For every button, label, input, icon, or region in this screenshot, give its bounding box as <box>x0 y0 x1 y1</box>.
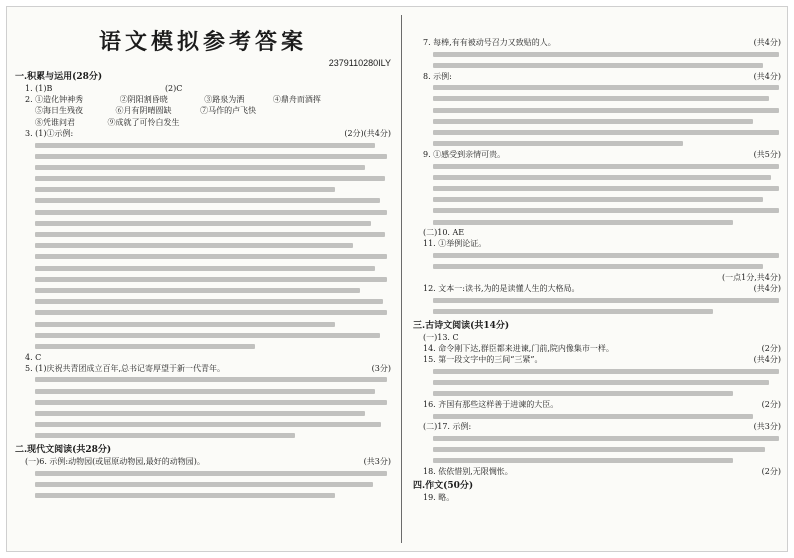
q2-item: ⑨成就了可怜白发生 <box>107 117 180 127</box>
points: (共5分) <box>753 149 781 159</box>
q2-item: ④鼎舟而酒挥 <box>272 95 321 105</box>
points: (2分) <box>761 399 781 409</box>
q2-item: ③路泉为洒 <box>204 95 245 105</box>
placeholder-text <box>15 217 391 228</box>
placeholder-text <box>15 419 391 430</box>
q2-item: ⑧凭谁问君 <box>35 117 75 127</box>
placeholder-text <box>413 171 781 182</box>
q16-answer: 16. 齐国有那些这样善于进谏的大臣。 (2分) <box>423 399 781 409</box>
right-column <box>405 7 789 551</box>
placeholder-text <box>413 306 781 317</box>
placeholder-text <box>15 296 391 307</box>
q6-answer: (一)6. 示例:动物园(或屈原动物园,最好的动物园)。 (共3分) <box>25 457 391 467</box>
q19-answer: 19. 略。 <box>423 493 455 503</box>
placeholder-text <box>413 261 781 272</box>
q4-answer: 4. C <box>25 352 42 362</box>
placeholder-text <box>15 206 391 217</box>
q2-item: ⑦马作的卢飞快 <box>200 106 257 116</box>
q15-answer: 15. 第一段文字中的三间“三紧”。 (共4分) <box>423 355 781 365</box>
placeholder-text <box>15 490 391 501</box>
placeholder-text <box>15 161 391 172</box>
q2-row-2 <box>15 105 391 116</box>
q12-answer: 12. 文本一:读书,为的是读懂人生的大格局。 (共4分) <box>423 284 781 294</box>
placeholder-text <box>15 262 391 273</box>
q2-row-1 <box>15 94 391 105</box>
placeholder-text <box>413 377 781 388</box>
placeholder-text <box>413 127 781 138</box>
q8-answer: 8. 示例: (共4分) <box>423 71 781 81</box>
placeholder-text <box>15 139 391 150</box>
placeholder-text <box>413 115 781 126</box>
placeholder-text <box>413 294 781 305</box>
placeholder-text <box>15 340 391 351</box>
placeholder-text <box>15 284 391 295</box>
q2-item: ⑥月有阴晴圆缺 <box>115 106 172 116</box>
placeholder-text <box>413 455 781 466</box>
points: (共4分) <box>753 355 781 365</box>
points: (共4分) <box>753 284 781 294</box>
points: (2分) <box>761 467 781 477</box>
placeholder-text <box>413 82 781 93</box>
placeholder-text <box>15 408 391 419</box>
q7-answer: 7. 每棒,有有被动号召力又致贴的人。 (共4分) <box>423 38 781 47</box>
placeholder-text <box>15 173 391 184</box>
section-heading: 四.作文(50分) <box>413 481 474 492</box>
q10-answer: (二)10. AE <box>423 228 465 238</box>
q3-answer: 3. (1)①示例: (2分)(共4分) <box>25 128 391 138</box>
placeholder-text <box>413 388 781 399</box>
placeholder-text <box>413 433 781 444</box>
placeholder-text <box>413 410 781 421</box>
placeholder-text <box>15 374 391 385</box>
q11-points-line <box>413 272 781 283</box>
placeholder-text <box>15 479 391 490</box>
q1b-answer: (2)C <box>164 84 183 93</box>
q2-row-3 <box>15 117 391 128</box>
placeholder-text <box>413 216 781 227</box>
placeholder-text <box>15 240 391 251</box>
placeholder-text <box>15 329 391 340</box>
points: (一点1分,共4分) <box>722 273 781 283</box>
q17-answer: (二)17. 示例: (共3分) <box>423 422 781 432</box>
section-heading: 三.古诗文阅读(共14分) <box>413 320 510 331</box>
q2-item: 2. ①造化钟神秀 <box>25 95 84 105</box>
placeholder-text <box>413 444 781 455</box>
placeholder-text <box>15 251 391 262</box>
q13-answer: (一)13. C <box>423 332 459 342</box>
answer-sheet <box>6 6 788 552</box>
placeholder-text <box>413 93 781 104</box>
placeholder-text <box>15 430 391 441</box>
placeholder-text <box>413 182 781 193</box>
placeholder-text <box>15 467 391 478</box>
q2-item: ②阴阳割昏晓 <box>119 95 168 105</box>
placeholder-text <box>413 48 781 59</box>
exam-id: 2379110280ILY <box>328 58 391 68</box>
q9-answer: 9. ①感受到亲情可贵。 (共5分) <box>423 149 781 159</box>
placeholder-text <box>15 195 391 206</box>
q1-answer: 1. (1)B <box>25 84 53 93</box>
placeholder-text <box>413 59 781 70</box>
points: (2分)(共4分) <box>344 128 391 138</box>
placeholder-text <box>413 365 781 376</box>
placeholder-text <box>413 194 781 205</box>
placeholder-text <box>15 184 391 195</box>
answer-line <box>15 83 391 94</box>
section-heading: 二.现代文阅读(共28分) <box>15 445 112 456</box>
placeholder-text <box>15 396 391 407</box>
q14-answer: 14. 命令刚下达,群臣都来进谏,门前,院内像集市一样。 (2分) <box>423 344 781 353</box>
placeholder-text <box>413 138 781 149</box>
points: (共4分) <box>753 71 781 81</box>
placeholder-text <box>413 205 781 216</box>
placeholder-text <box>15 150 391 161</box>
points: (共3分) <box>363 457 391 467</box>
placeholder-text <box>413 160 781 171</box>
points: (2分) <box>761 344 781 353</box>
points: (3分) <box>371 363 391 373</box>
placeholder-text <box>15 229 391 240</box>
points: (共4分) <box>753 38 781 47</box>
q5-answer: 5. (1)庆祝共青团成立百年,总书记寄厚望于新一代青年。 (3分) <box>25 363 391 373</box>
placeholder-text <box>413 250 781 261</box>
placeholder-text <box>15 385 391 396</box>
placeholder-text <box>15 273 391 284</box>
section-heading: 一.积累与运用(28分) <box>15 72 103 82</box>
q2-item: ⑤海日生残夜 <box>35 106 83 116</box>
placeholder-text <box>15 318 391 329</box>
points: (共3分) <box>753 422 781 432</box>
q11-answer: 11. ①举例论证。 <box>423 239 487 249</box>
placeholder-text <box>413 104 781 115</box>
q18-answer: 18. 依依惜别,无限惆怅。 (2分) <box>423 467 781 477</box>
left-column <box>7 7 399 551</box>
document-title: 语文模拟参考答案 <box>98 29 307 55</box>
placeholder-text <box>15 307 391 318</box>
column-divider <box>401 15 402 543</box>
